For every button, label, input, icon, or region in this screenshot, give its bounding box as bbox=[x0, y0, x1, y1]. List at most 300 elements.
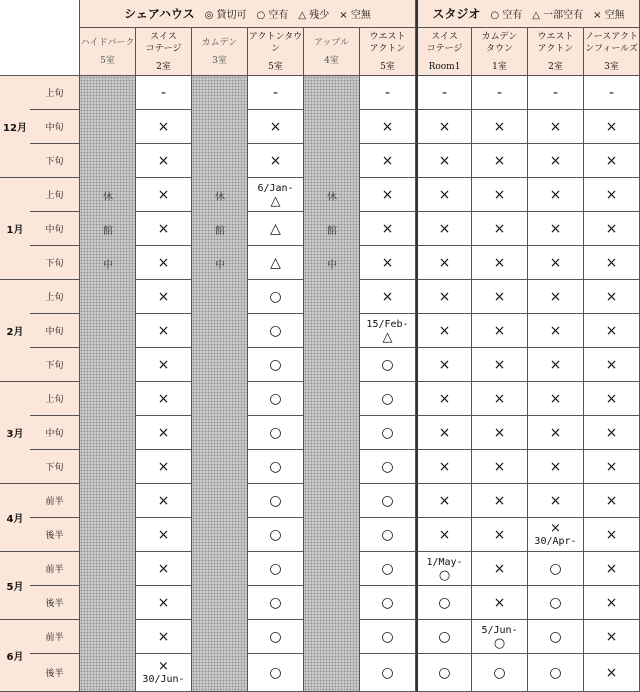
availability-mark: × bbox=[269, 118, 282, 135]
availability-mark: △ bbox=[270, 193, 281, 209]
sharehouse-title: シェアハウス bbox=[124, 7, 195, 21]
availability-mark: ○ bbox=[269, 356, 282, 373]
availability-cell bbox=[472, 144, 528, 178]
availability-cell bbox=[360, 314, 416, 348]
availability-mark: × bbox=[605, 664, 618, 681]
availability-cell bbox=[248, 76, 304, 110]
availability-mark: ○ bbox=[438, 628, 451, 645]
column-name: スイス コテージ bbox=[145, 31, 182, 54]
availability-mark: × bbox=[438, 458, 451, 475]
closed-label bbox=[192, 178, 248, 212]
availability-cell bbox=[584, 110, 640, 144]
availability-cell bbox=[416, 348, 472, 382]
period-label bbox=[30, 246, 80, 280]
availability-mark: × bbox=[549, 424, 562, 441]
availability-cell bbox=[472, 76, 528, 110]
availability-cell bbox=[136, 280, 192, 314]
month-label bbox=[0, 620, 30, 692]
month-text: 5月 bbox=[6, 582, 24, 593]
availability-cell bbox=[584, 314, 640, 348]
availability-mark: × bbox=[605, 322, 618, 339]
availability-mark: × bbox=[605, 560, 618, 577]
period-label bbox=[30, 76, 80, 110]
availability-cell bbox=[136, 314, 192, 348]
column-rooms: 5室 bbox=[100, 55, 115, 66]
availability-mark: ○ bbox=[549, 664, 562, 681]
availability-mark: × bbox=[438, 254, 451, 271]
closed-label bbox=[80, 246, 136, 280]
availability-cell bbox=[136, 450, 192, 484]
availability-mark: × bbox=[605, 594, 618, 611]
availability-mark: △ bbox=[270, 220, 281, 237]
availability-cell bbox=[136, 348, 192, 382]
column-name: ノースアクト ンフィールズ bbox=[584, 31, 638, 54]
availability-cell bbox=[584, 246, 640, 280]
availability-cell bbox=[248, 620, 304, 654]
availability-mark: × bbox=[493, 458, 506, 475]
column-rooms: Room1 bbox=[428, 61, 461, 72]
availability-cell bbox=[584, 518, 640, 552]
availability-cell bbox=[248, 280, 304, 314]
period-text: 中旬 bbox=[45, 225, 64, 235]
availability-mark: ○ bbox=[438, 594, 451, 611]
availability-mark: ○ bbox=[438, 567, 451, 583]
availability-cell bbox=[360, 348, 416, 382]
availability-cell bbox=[472, 552, 528, 586]
month-label bbox=[0, 280, 30, 382]
availability-mark: × bbox=[549, 288, 562, 305]
availability-mark: × bbox=[549, 322, 562, 339]
availability-cell bbox=[136, 246, 192, 280]
availability-mark: × bbox=[157, 152, 170, 169]
availability-mark: × bbox=[381, 186, 394, 203]
availability-cell bbox=[248, 484, 304, 518]
period-text: 中旬 bbox=[45, 327, 64, 337]
availability-cell bbox=[528, 382, 584, 416]
availability-cell bbox=[472, 484, 528, 518]
availability-cell bbox=[416, 280, 472, 314]
period-text: 中旬 bbox=[45, 429, 64, 439]
availability-cell bbox=[248, 552, 304, 586]
availability-cell bbox=[584, 348, 640, 382]
availability-cell bbox=[136, 144, 192, 178]
availability-mark: × bbox=[549, 254, 562, 271]
availability-mark: × bbox=[157, 220, 170, 237]
availability-cell bbox=[584, 416, 640, 450]
availability-cell bbox=[584, 212, 640, 246]
availability-mark: × bbox=[157, 322, 170, 339]
availability-cell bbox=[584, 178, 640, 212]
column-name: カムデン タウン bbox=[481, 31, 518, 54]
column-header-sharehouse-4 bbox=[304, 28, 360, 76]
period-text: 上旬 bbox=[45, 89, 64, 99]
corner-cell bbox=[0, 0, 80, 76]
availability-mark: × bbox=[605, 220, 618, 237]
availability-mark: × bbox=[605, 356, 618, 373]
availability-mark: × bbox=[605, 254, 618, 271]
availability-mark: ○ bbox=[269, 424, 282, 441]
availability-mark: × bbox=[605, 492, 618, 509]
availability-cell bbox=[528, 280, 584, 314]
availability-mark: × bbox=[438, 220, 451, 237]
availability-cell bbox=[136, 382, 192, 416]
availability-cell bbox=[584, 280, 640, 314]
period-label bbox=[30, 280, 80, 314]
availability-mark: × bbox=[438, 288, 451, 305]
availability-cell bbox=[136, 552, 192, 586]
availability-cell bbox=[584, 586, 640, 620]
closed-label bbox=[304, 212, 360, 246]
period-label bbox=[30, 144, 80, 178]
availability-cell bbox=[584, 450, 640, 484]
availability-cell bbox=[248, 246, 304, 280]
availability-mark: ○ bbox=[381, 492, 394, 509]
column-header-studio-3 bbox=[584, 28, 640, 76]
column-header-sharehouse-2 bbox=[192, 28, 248, 76]
availability-cell bbox=[528, 620, 584, 654]
month-text: 12月 bbox=[3, 123, 27, 134]
availability-cell bbox=[472, 654, 528, 692]
availability-mark: × bbox=[493, 424, 506, 441]
availability-mark: - bbox=[608, 84, 615, 101]
availability-mark: ○ bbox=[381, 526, 394, 543]
availability-mark: × bbox=[157, 424, 170, 441]
availability-cell bbox=[136, 178, 192, 212]
availability-mark: × bbox=[269, 152, 282, 169]
availability-cell bbox=[528, 246, 584, 280]
availability-mark: × bbox=[605, 288, 618, 305]
closed-label bbox=[80, 178, 136, 212]
availability-mark: ○ bbox=[493, 635, 506, 651]
closed-column-4 bbox=[304, 76, 360, 692]
availability-mark: × bbox=[157, 390, 170, 407]
availability-cell bbox=[416, 484, 472, 518]
availability-cell bbox=[472, 586, 528, 620]
availability-cell bbox=[528, 416, 584, 450]
period-text: 前半 bbox=[45, 633, 64, 643]
availability-cell bbox=[528, 484, 584, 518]
availability-mark: × bbox=[438, 492, 451, 509]
availability-mark: × bbox=[438, 322, 451, 339]
availability-mark: ○ bbox=[381, 628, 394, 645]
availability-mark: × bbox=[381, 288, 394, 305]
availability-mark: × bbox=[550, 520, 561, 536]
availability-cell bbox=[136, 620, 192, 654]
month-text: 3月 bbox=[6, 429, 24, 440]
availability-mark: × bbox=[549, 152, 562, 169]
closed-label bbox=[192, 212, 248, 246]
column-header-sharehouse-1 bbox=[136, 28, 192, 76]
availability-mark: × bbox=[381, 220, 394, 237]
availability-mark: × bbox=[381, 254, 394, 271]
availability-mark: × bbox=[605, 424, 618, 441]
availability-mark: × bbox=[438, 390, 451, 407]
availability-cell bbox=[360, 76, 416, 110]
availability-mark: - bbox=[496, 84, 503, 101]
availability-mark: × bbox=[381, 118, 394, 135]
availability-cell bbox=[472, 110, 528, 144]
availability-cell bbox=[416, 212, 472, 246]
availability-mark: ○ bbox=[381, 560, 394, 577]
availability-cell bbox=[136, 110, 192, 144]
period-text: 後半 bbox=[45, 531, 64, 541]
availability-cell bbox=[472, 212, 528, 246]
availability-mark: ○ bbox=[381, 390, 394, 407]
availability-cell bbox=[584, 382, 640, 416]
column-name: アップル bbox=[313, 37, 349, 48]
availability-mark: × bbox=[493, 254, 506, 271]
availability-mark: × bbox=[493, 220, 506, 237]
closed-label bbox=[80, 212, 136, 246]
availability-date: 30/Jun- bbox=[142, 673, 185, 685]
column-name: スイス コテージ bbox=[426, 31, 463, 54]
availability-mark: × bbox=[605, 526, 618, 543]
period-text: 前半 bbox=[45, 497, 64, 507]
availability-cell bbox=[416, 144, 472, 178]
availability-cell bbox=[472, 348, 528, 382]
availability-mark: × bbox=[157, 458, 170, 475]
column-name: ウエスト アクトン bbox=[537, 31, 574, 54]
availability-cell bbox=[528, 348, 584, 382]
period-label bbox=[30, 348, 80, 382]
column-header-studio-0 bbox=[416, 28, 472, 76]
closed-char: 館 bbox=[215, 225, 225, 237]
availability-cell bbox=[472, 314, 528, 348]
availability-mark: × bbox=[158, 658, 169, 674]
availability-mark: × bbox=[438, 424, 451, 441]
availability-mark: × bbox=[157, 186, 170, 203]
availability-mark: × bbox=[493, 152, 506, 169]
studio-legend: ○ 空有 △ 一部空有 × 空無 bbox=[490, 10, 625, 21]
availability-mark: × bbox=[493, 560, 506, 577]
availability-mark: - bbox=[384, 84, 391, 101]
availability-cell bbox=[528, 76, 584, 110]
availability-mark: × bbox=[493, 356, 506, 373]
availability-cell bbox=[360, 280, 416, 314]
availability-mark: ○ bbox=[269, 560, 282, 577]
availability-cell bbox=[136, 76, 192, 110]
availability-mark: × bbox=[493, 492, 506, 509]
availability-cell bbox=[472, 518, 528, 552]
availability-mark: × bbox=[549, 220, 562, 237]
availability-cell bbox=[416, 178, 472, 212]
closed-char: 中 bbox=[327, 259, 337, 271]
availability-cell bbox=[416, 654, 472, 692]
availability-mark: ○ bbox=[269, 594, 282, 611]
column-rooms: 5室 bbox=[380, 61, 395, 72]
availability-mark: ○ bbox=[269, 628, 282, 645]
availability-mark: ○ bbox=[493, 664, 506, 681]
closed-char: 中 bbox=[103, 259, 113, 271]
availability-mark: ○ bbox=[381, 594, 394, 611]
availability-mark: △ bbox=[382, 329, 393, 345]
availability-mark: ○ bbox=[549, 628, 562, 645]
period-text: 中旬 bbox=[45, 123, 64, 133]
period-label bbox=[30, 382, 80, 416]
availability-mark: ○ bbox=[269, 458, 282, 475]
availability-cell bbox=[360, 586, 416, 620]
availability-mark: ○ bbox=[269, 526, 282, 543]
availability-mark: - bbox=[552, 84, 559, 101]
availability-cell bbox=[528, 450, 584, 484]
availability-mark: ○ bbox=[438, 664, 451, 681]
period-label bbox=[30, 212, 80, 246]
availability-cell bbox=[248, 348, 304, 382]
availability-cell bbox=[472, 416, 528, 450]
availability-cell bbox=[360, 178, 416, 212]
availability-cell bbox=[248, 586, 304, 620]
availability-cell bbox=[584, 484, 640, 518]
availability-cell bbox=[248, 450, 304, 484]
availability-mark: × bbox=[157, 492, 170, 509]
availability-cell bbox=[584, 620, 640, 654]
column-name: カムデン bbox=[201, 37, 238, 48]
availability-cell bbox=[416, 416, 472, 450]
availability-mark: × bbox=[605, 458, 618, 475]
availability-cell bbox=[248, 144, 304, 178]
month-label bbox=[0, 484, 30, 552]
availability-mark: - bbox=[441, 84, 448, 101]
availability-mark: × bbox=[605, 186, 618, 203]
availability-mark: × bbox=[493, 288, 506, 305]
closed-char: 休 bbox=[103, 191, 113, 203]
availability-mark: × bbox=[493, 526, 506, 543]
availability-cell bbox=[248, 416, 304, 450]
availability-cell bbox=[248, 654, 304, 692]
availability-mark: × bbox=[493, 322, 506, 339]
period-text: 下旬 bbox=[45, 259, 64, 269]
availability-cell bbox=[472, 620, 528, 654]
period-label bbox=[30, 620, 80, 654]
availability-mark: ○ bbox=[269, 664, 282, 681]
period-text: 上旬 bbox=[45, 191, 64, 201]
availability-mark: × bbox=[549, 458, 562, 475]
column-rooms: 2室 bbox=[156, 61, 171, 72]
availability-date: 5/Jun- bbox=[481, 624, 518, 636]
closed-column-0 bbox=[80, 76, 136, 692]
availability-cell bbox=[584, 654, 640, 692]
month-label bbox=[0, 178, 30, 280]
availability-mark: × bbox=[605, 628, 618, 645]
period-text: 下旬 bbox=[45, 361, 64, 371]
closed-label bbox=[192, 246, 248, 280]
availability-mark: × bbox=[493, 186, 506, 203]
availability-cell bbox=[416, 76, 472, 110]
month-text: 2月 bbox=[6, 327, 24, 338]
month-label bbox=[0, 552, 30, 620]
closed-char: 休 bbox=[215, 191, 225, 203]
availability-cell bbox=[248, 178, 304, 212]
availability-cell bbox=[360, 212, 416, 246]
closed-char: 館 bbox=[103, 225, 113, 237]
column-rooms: 3室 bbox=[604, 61, 619, 72]
availability-mark: × bbox=[157, 594, 170, 611]
availability-cell bbox=[248, 382, 304, 416]
period-text: 上旬 bbox=[45, 293, 64, 303]
period-text: 前半 bbox=[45, 565, 64, 575]
availability-cell bbox=[248, 212, 304, 246]
availability-date: 15/Feb- bbox=[366, 318, 409, 330]
availability-mark: × bbox=[549, 390, 562, 407]
availability-cell bbox=[360, 144, 416, 178]
period-text: 後半 bbox=[45, 599, 64, 609]
availability-mark: × bbox=[549, 186, 562, 203]
availability-cell bbox=[360, 450, 416, 484]
availability-mark: ○ bbox=[381, 458, 394, 475]
availability-mark: ○ bbox=[269, 492, 282, 509]
availability-mark: ○ bbox=[381, 664, 394, 681]
availability-mark: ○ bbox=[549, 560, 562, 577]
period-text: 下旬 bbox=[45, 157, 64, 167]
availability-cell bbox=[360, 246, 416, 280]
availability-mark: × bbox=[438, 118, 451, 135]
availability-cell bbox=[136, 212, 192, 246]
availability-mark: × bbox=[381, 152, 394, 169]
period-label bbox=[30, 586, 80, 620]
studio-header bbox=[416, 0, 640, 28]
column-header-studio-2 bbox=[528, 28, 584, 76]
month-text: 6月 bbox=[6, 652, 24, 663]
sharehouse-legend: ◎ 貸切可 ○ 空有 △ 残少 × 空無 bbox=[204, 10, 371, 21]
period-text: 上旬 bbox=[45, 395, 64, 405]
availability-mark: × bbox=[493, 118, 506, 135]
availability-mark: × bbox=[438, 152, 451, 169]
availability-cell bbox=[248, 518, 304, 552]
sharehouse-header bbox=[80, 0, 416, 28]
availability-cell bbox=[528, 518, 584, 552]
column-header-sharehouse-5 bbox=[360, 28, 416, 76]
availability-cell bbox=[416, 620, 472, 654]
period-label bbox=[30, 518, 80, 552]
availability-cell bbox=[528, 144, 584, 178]
availability-mark: × bbox=[549, 118, 562, 135]
period-text: 後半 bbox=[45, 669, 64, 679]
period-label bbox=[30, 110, 80, 144]
availability-cell bbox=[248, 314, 304, 348]
availability-mark: × bbox=[157, 288, 170, 305]
availability-cell bbox=[360, 552, 416, 586]
availability-cell bbox=[136, 518, 192, 552]
column-header-sharehouse-0 bbox=[80, 28, 136, 76]
availability-mark: △ bbox=[270, 254, 281, 271]
availability-cell bbox=[416, 552, 472, 586]
column-name: ウエスト アクトン bbox=[369, 31, 406, 54]
availability-mark: ○ bbox=[381, 356, 394, 373]
closed-label bbox=[304, 246, 360, 280]
column-name: アクトンタウン bbox=[248, 31, 303, 54]
availability-mark: × bbox=[493, 390, 506, 407]
availability-mark: × bbox=[157, 118, 170, 135]
availability-cell bbox=[528, 552, 584, 586]
availability-mark: × bbox=[157, 526, 170, 543]
availability-cell bbox=[360, 654, 416, 692]
period-text: 下旬 bbox=[45, 463, 64, 473]
period-label bbox=[30, 178, 80, 212]
availability-mark: ○ bbox=[269, 322, 282, 339]
availability-cell bbox=[416, 586, 472, 620]
availability-cell bbox=[136, 416, 192, 450]
availability-mark: - bbox=[160, 84, 167, 101]
availability-cell bbox=[584, 144, 640, 178]
availability-cell bbox=[416, 314, 472, 348]
period-label bbox=[30, 654, 80, 692]
availability-cell bbox=[528, 178, 584, 212]
closed-label bbox=[304, 178, 360, 212]
availability-cell bbox=[528, 654, 584, 692]
availability-cell bbox=[472, 450, 528, 484]
availability-cell bbox=[360, 620, 416, 654]
availability-cell bbox=[136, 484, 192, 518]
